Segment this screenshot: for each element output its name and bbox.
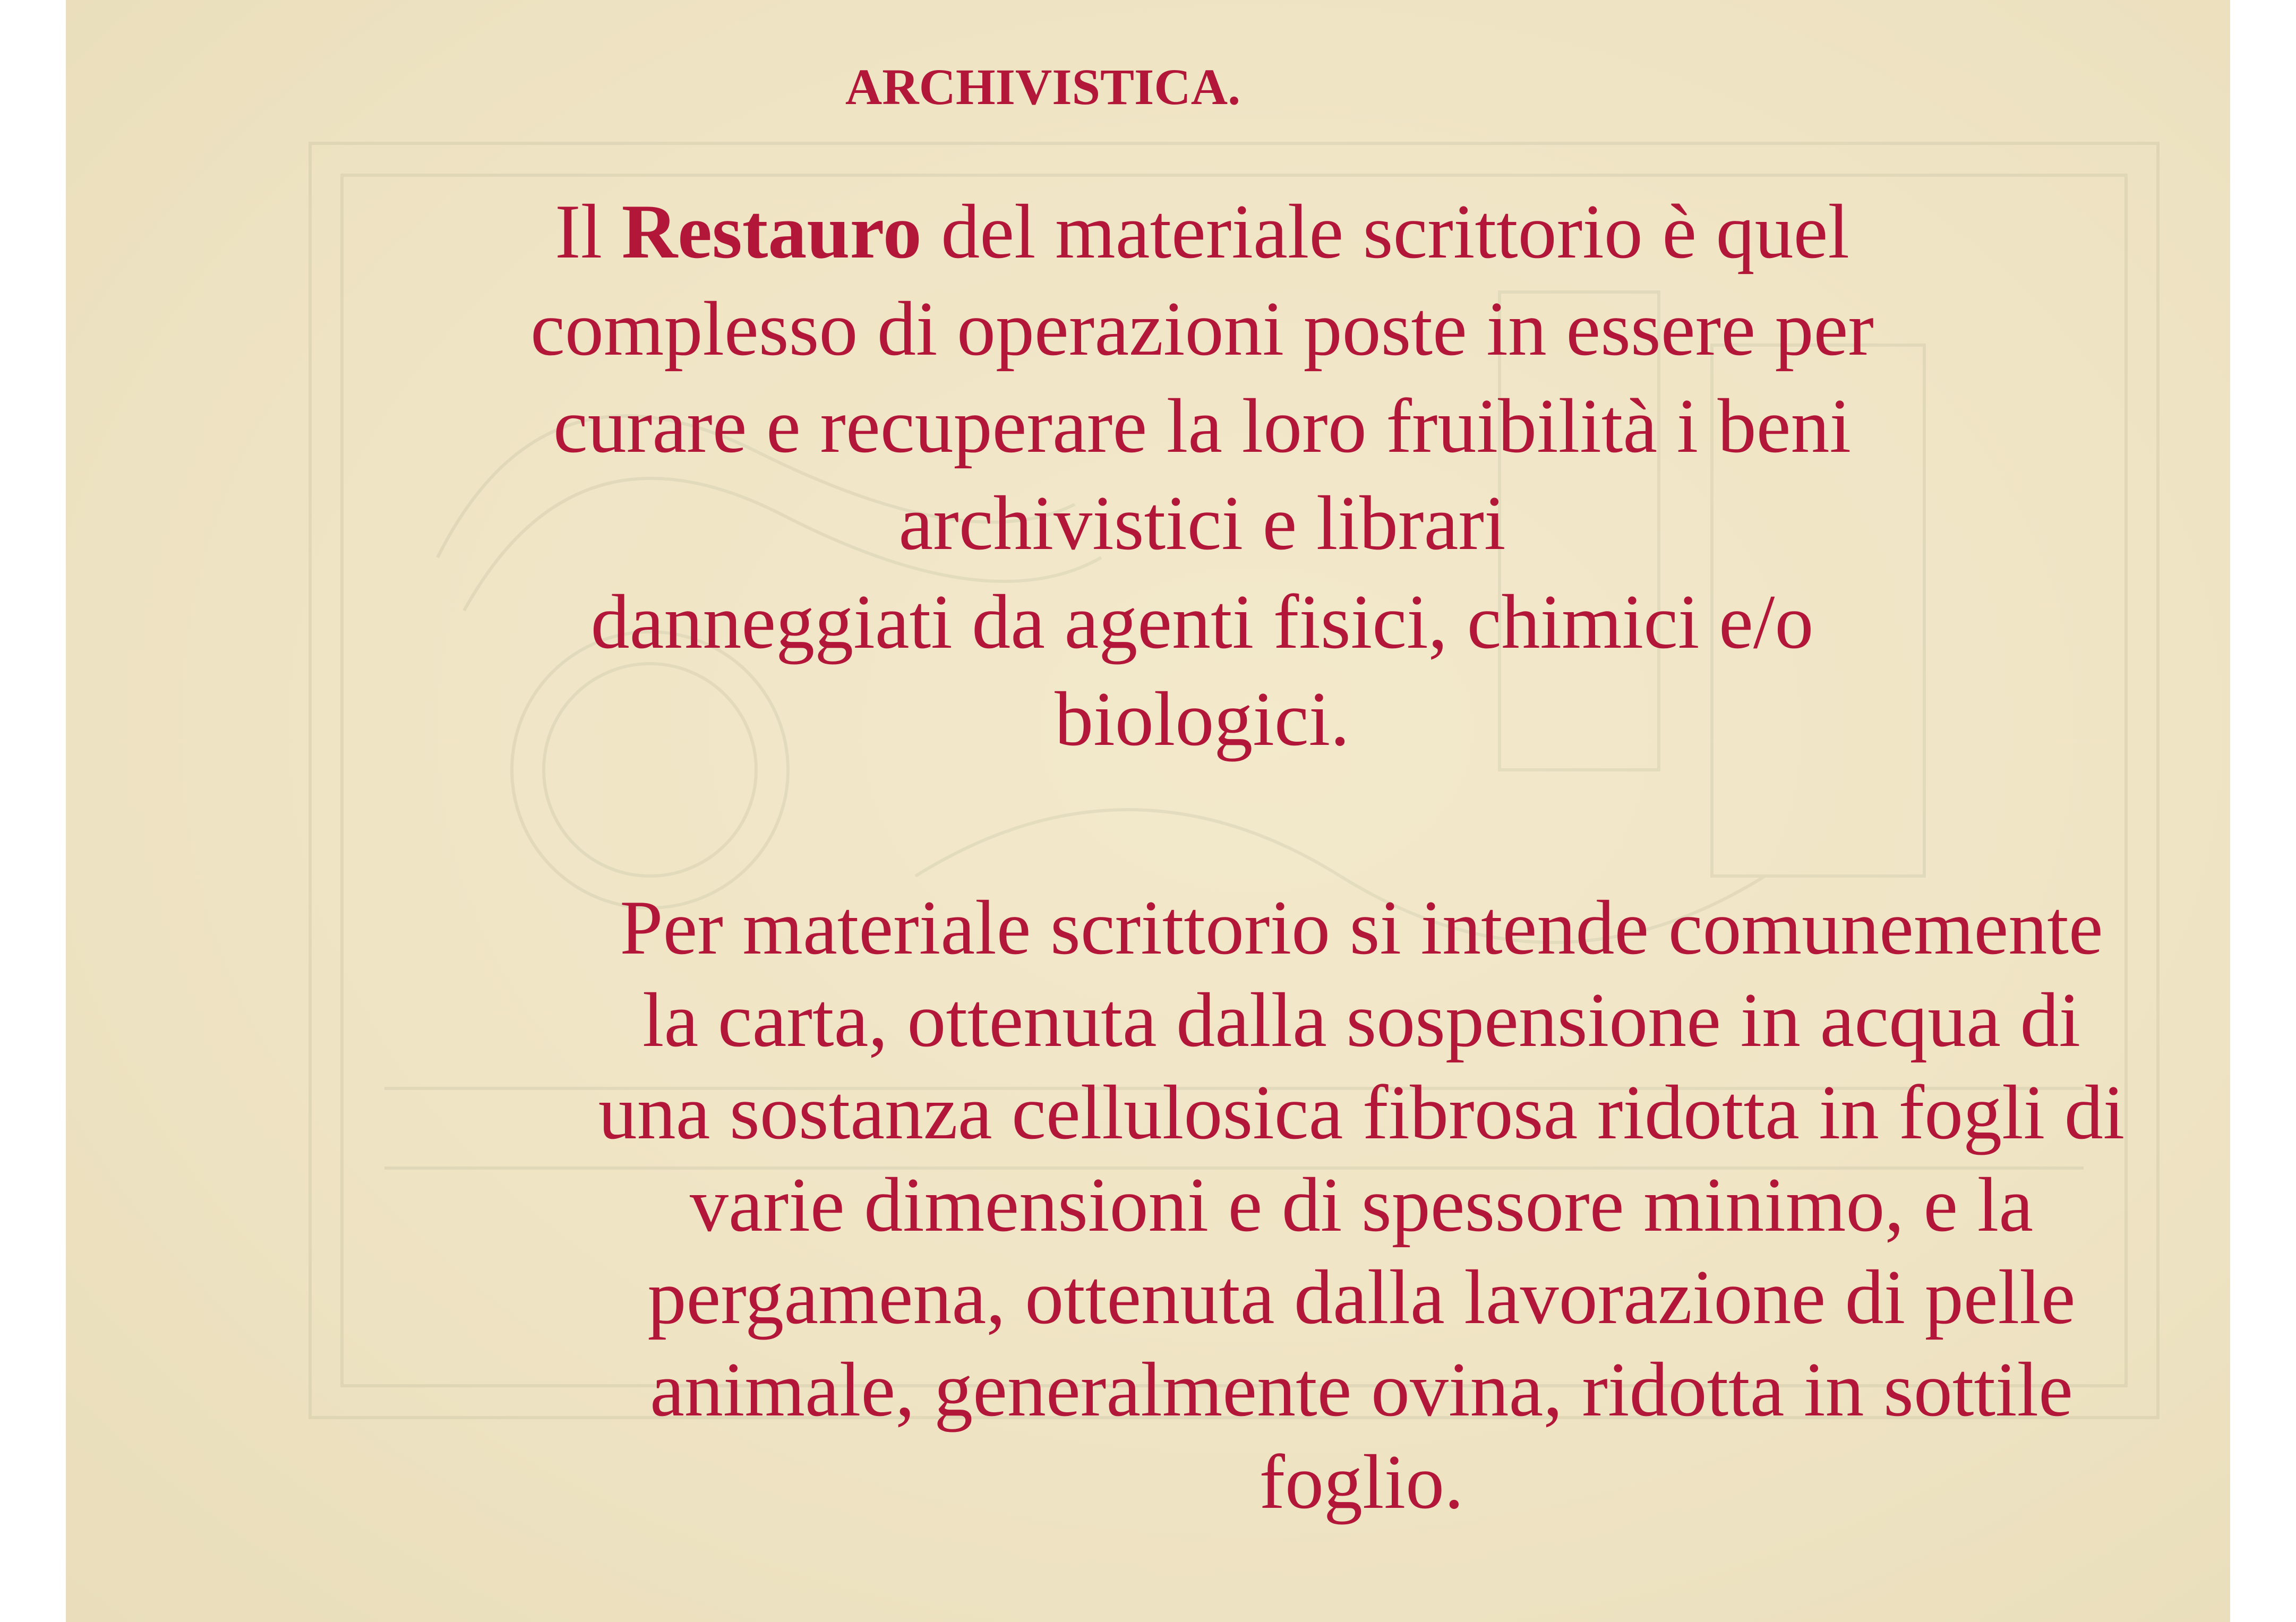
paragraph1-line2: complesso di operazioni poste in essere per bbox=[530, 286, 1874, 372]
paragraph2-line2: biologici. bbox=[1055, 676, 1350, 762]
paragraph3-line2: la carta, ottenuta dalla sospensione in acqua di bbox=[642, 977, 2081, 1063]
paragraph3-line5: pergamena, ottenuta dalla lavorazione di pelle bbox=[647, 1254, 2076, 1340]
parchment-page bbox=[66, 0, 2230, 1622]
paragraph3-line7: foglio. bbox=[1259, 1439, 1464, 1525]
damage-agents-paragraph bbox=[512, 573, 1892, 768]
paragraph3-line4: varie dimensioni e di spessore minimo, e la bbox=[689, 1162, 2034, 1248]
paragraph2-line1: danneggiati da agenti fisici, chimici e/o bbox=[590, 579, 1814, 665]
writing-material-paragraph bbox=[469, 881, 2230, 1528]
page-title: ARCHIVISTICA. bbox=[845, 58, 1241, 115]
paragraph1-line4: archivistici e librari bbox=[898, 480, 1506, 566]
paragraph3-line6: animale, generalmente ovina, ridotta in sottile bbox=[650, 1346, 2073, 1432]
restauro-definition-paragraph bbox=[512, 183, 1892, 572]
paragraph3-line3: una sostanza cellulosica fibrosa ridotta in fogli di bbox=[598, 1069, 2125, 1155]
restauro-term: Restauro bbox=[621, 188, 922, 274]
paragraph1-line1: Il Restauro del materiale scrittorio è quel bbox=[555, 188, 1849, 274]
paragraph1-line3: curare e recuperare la loro fruibilità i beni bbox=[553, 383, 1852, 469]
paragraph3-line1: Per materiale scrittorio si intende comunemente bbox=[620, 885, 2103, 971]
